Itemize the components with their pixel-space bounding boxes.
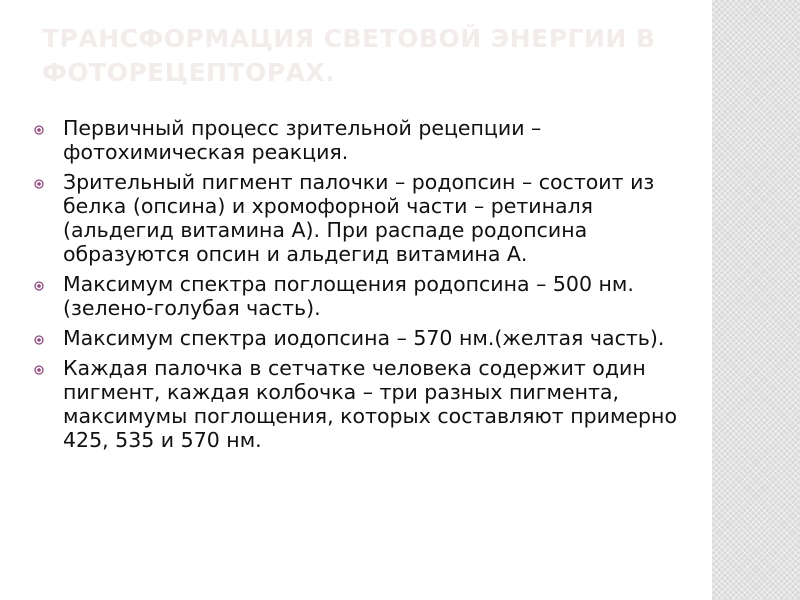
bullet-text: Первичный процесс зрительной рецепции – фотохимическая реакция. (63, 116, 542, 164)
list-item (34, 356, 684, 452)
bullet-list (34, 116, 684, 458)
bullet-text: Максимум спектра иодопсина – 570 нм.(желтая часть). (63, 326, 665, 350)
slide-title: ТРАНСФОРМАЦИЯ СВЕТОВОЙ ЭНЕРГИИ В ФОТОРЕЦЕПТОРАХ. (42, 24, 656, 87)
list-item (34, 116, 684, 164)
bullet-text: Каждая палочка в сетчатке человека содержит один пигмент, каждая колбочка – три разных пигмента, максимумы поглощения, которых составляют примерно 425, 535 и 570 нм. (63, 356, 677, 452)
circle-dot-icon (34, 125, 44, 135)
circle-dot-icon (34, 335, 44, 345)
circle-dot-icon (34, 179, 44, 189)
bullet-text: Зрительный пигмент палочки – родопсин – состоит из белка (опсина) и хромофорной части – ретиналя (альдегид витамина А). При распаде родопсина образуются опсин и альдегид витамина А. (63, 170, 655, 266)
circle-dot-icon (34, 281, 44, 291)
decorative-side-strip (712, 0, 800, 600)
list-item (34, 272, 684, 320)
list-item (34, 326, 684, 350)
bullet-text: Максимум спектра поглощения родопсина – 500 нм. (зелено-голубая часть). (63, 272, 634, 320)
circle-dot-icon (34, 365, 44, 375)
list-item (34, 170, 684, 266)
